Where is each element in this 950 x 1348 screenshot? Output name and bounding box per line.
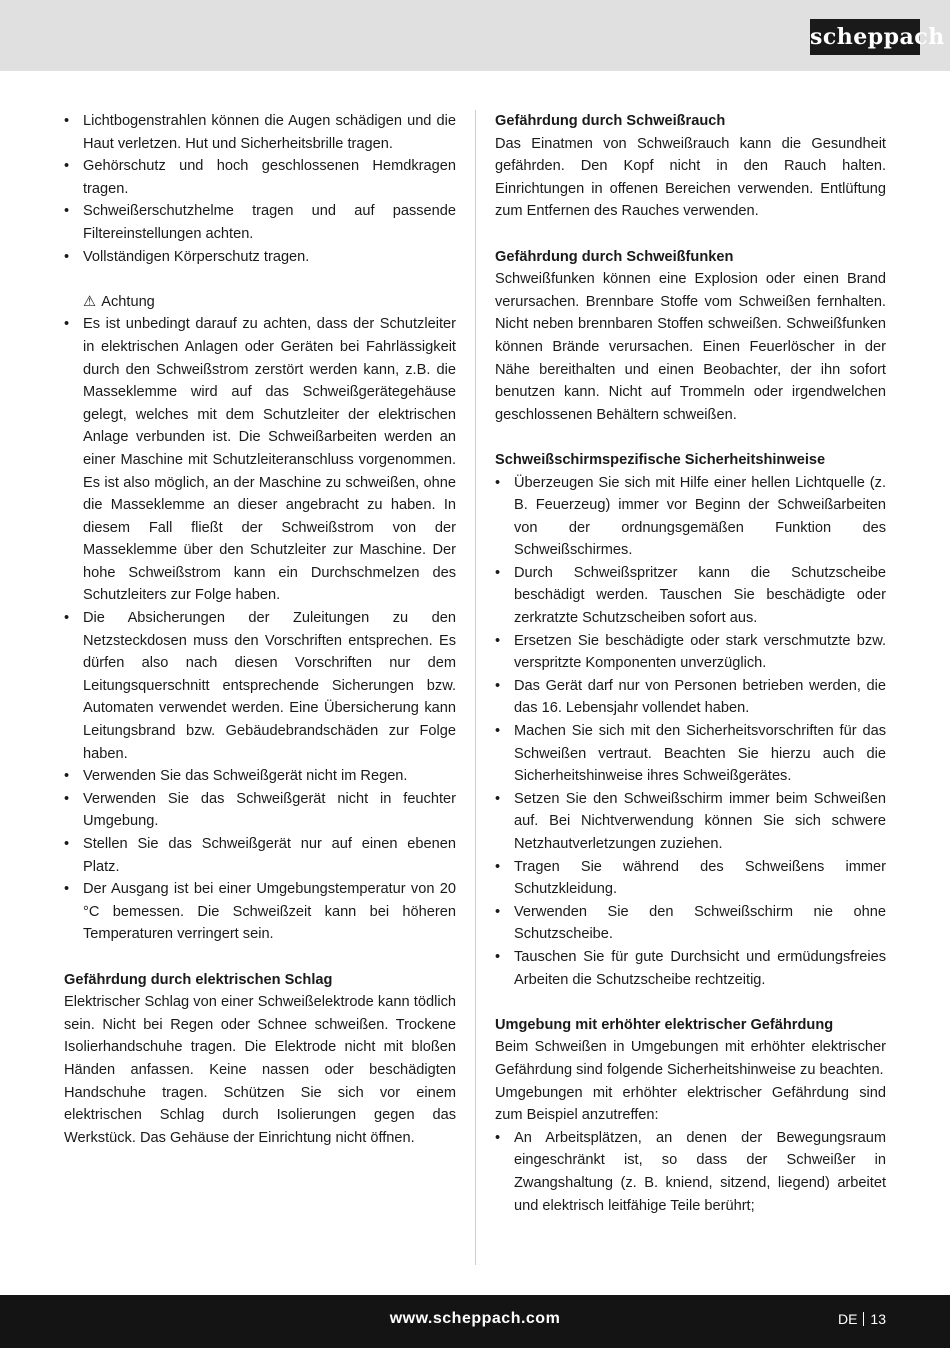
page-header (0, 0, 950, 71)
warning-triangle-icon: ⚠ (83, 293, 97, 310)
bullet-list-protection (64, 110, 456, 268)
paragraph-environment-2: Umgebungen mit erhöhter elektrischer Gefährdung sind zum Beispiel anzutreffen: (495, 1084, 886, 1124)
bullet-list-shield (495, 472, 886, 992)
list-item: • Die Absicherungen der Zuleitungen zu den Netzsteckdosen muss den Vorschriften entsprechen. Es dürfen also nach diesen Vorschriften nur dem Leitungsquerschnitt entsprechende Sicherungen bzw. Automaten verwendet werden. Eine Übersicherung kann Leitungsbrand bzw. Gebäudebrandschäden zur Folge haben. (64, 607, 456, 765)
section-heading-sparks: Gefährdung durch Schweißfunken (495, 248, 734, 265)
list-item: • Stellen Sie das Schweißgerät nur auf einen ebenen Platz. (64, 833, 456, 878)
brand-logo: scheppach (810, 19, 920, 55)
page-number-value: 13 (870, 1311, 886, 1327)
page-footer (0, 1295, 950, 1348)
list-item: • Machen Sie sich mit den Sicherheitsvorschriften für das Schweißen vertraut. Beachten Sie hierzu auch die Sicherheitshinweise ihres Schweißgerätes. (495, 720, 886, 788)
section-heading-electric-shock: Gefährdung durch elektrischen Schlag (64, 971, 333, 988)
paragraph-smoke: Das Einatmen von Schweißrauch kann die Gesundheit gefährden. Den Kopf nicht in den Rauch halten. Einrichtungen in offenen Bereichen verwenden. Entlüftung zum Entfernen des Rauches verwenden. (495, 135, 886, 220)
list-item: • Ersetzen Sie beschädigte oder stark verschmutzte bzw. verspritzte Komponenten unverzüglich. (495, 630, 886, 675)
list-item: • Überzeugen Sie sich mit Hilfe einer hellen Lichtquelle (z. B. Feuerzeug) immer vor Beginn der Schweißarbeiten von der ordnungsgemäßen Funktion des Schweißschirmes. (495, 472, 886, 562)
bullet-list-environment (495, 1127, 886, 1217)
separator (863, 1312, 864, 1326)
right-column (495, 110, 886, 1217)
list-item: • Schweißerschutzhelme tragen und auf passende Filtereinstellungen achten. (64, 200, 456, 245)
list-item: • Gehörschutz und hoch geschlossenen Hemdkragen tragen. (64, 155, 456, 200)
list-item: • Es ist unbedingt darauf zu achten, dass der Schutzleiter in elektrischen Anlagen oder Geräten bei Fahrlässigkeit durch den Schweißstrom zerstört werden kann, z.B. die Masseklemme wird auf das Schweißgerätegehäuse gelegt, welches mit dem Schutzleiter der elektrischen Anlage verbunden ist. Die Schweißarbeiten werden an einer Maschine mit Schutzleiteranschluss vorgenommen. Es ist also möglich, an der Maschine zu schweißen, ohne die Masseklemme an dieser angebracht zu haben. In diesem Fall fließt der Schweißstrom von der Masseklemme über den Schutzleiter zur Maschine. Der hohe Schweißstrom kann ein Durchschmelzen des Schutzleiters zur Folge haben. (64, 313, 456, 607)
list-item: • Verwenden Sie den Schweißschirm nie ohne Schutzscheibe. (495, 901, 886, 946)
list-item: • Lichtbogenstrahlen können die Augen schädigen und die Haut verletzen. Hut und Sicherheitsbrille tragen. (64, 110, 456, 155)
bullet-list-caution (64, 313, 456, 946)
list-item: • Das Gerät darf nur von Personen betrieben werden, die das 16. Lebensjahr vollendet haben. (495, 675, 886, 720)
list-item: • Durch Schweißspritzer kann die Schutzscheibe beschädigt werden. Tauschen Sie beschädigte oder zerkratzte Schutzscheiben sofort aus. (495, 562, 886, 630)
list-item: • Verwenden Sie das Schweißgerät nicht in feuchter Umgebung. (64, 788, 456, 833)
page-number (838, 1311, 886, 1327)
list-item: • Tragen Sie während des Schweißens immer Schutzkleidung. (495, 856, 886, 901)
warning-label: Achtung (101, 293, 155, 310)
list-item: • Vollständigen Körperschutz tragen. (64, 246, 456, 269)
warning-note (64, 291, 456, 314)
left-column (64, 110, 456, 1149)
language-code: DE (837, 1311, 858, 1327)
list-item: • Verwenden Sie das Schweißgerät nicht im Regen. (64, 765, 456, 788)
section-heading-environment: Umgebung mit erhöhter elektrischer Gefährdung (495, 1016, 834, 1033)
paragraph-electric-shock: Elektrischer Schlag von einer Schweißelektrode kann tödlich sein. Nicht bei Regen oder Schnee schweißen. Trockene Isolierhandschuhe tragen. Die Elektrode nicht mit bloßen Händen anfassen. Keine nassen oder beschädigten Handschuhe tragen. Schützen Sie sich vor einem elektrischen Schlag durch Isolierungen gegen das Werkstück. Das Gehäuse der Einrichtung nicht öffnen. (64, 994, 456, 1146)
paragraph-environment-1: Beim Schweißen in Umgebungen mit erhöhter elektrischer Gefährdung sind folgende Sicherheitshinweise zu beachten. (495, 1039, 886, 1078)
column-divider (475, 110, 476, 1265)
list-item: • An Arbeitsplätzen, an denen der Bewegungsraum eingeschränkt ist, so dass der Schweißer in Zwangshaltung (z. B. kniend, sitzend, liegend) arbeitet und elektrisch leitfähige Teile berührt; (495, 1127, 886, 1217)
section-heading-welding-shield: Schweißschirmspezifische Sicherheitshinweise (495, 451, 826, 468)
list-item: • Der Ausgang ist bei einer Umgebungstemperatur von 20 °C bemessen. Die Schweißzeit kann bei höheren Temperaturen verringert sein. (64, 878, 456, 946)
paragraph-sparks: Schweißfunken können eine Explosion oder einen Brand verursachen. Brennbare Stoffe vom Schweißen fernhalten. Nicht neben brennbaren Stoffen schweißen. Schweißfunken können Brände verursachen. Einen Feuerlöscher in der Nähe bereithalten und einen Beobachter, der ihn sofort benutzen kann. Nicht auf Trommeln oder irgendwelchen geschlossenen Behältern schweißen. (495, 271, 886, 423)
website-link[interactable]: www.scheppach.com (389, 1310, 561, 1327)
list-item: • Tauschen Sie für gute Durchsicht und ermüdungsfreies Arbeiten die Schutzscheibe rechtzeitig. (495, 946, 886, 991)
section-heading-smoke: Gefährdung durch Schweißrauch (495, 113, 726, 129)
list-item: • Setzen Sie den Schweißschirm immer beim Schweißen auf. Bei Nichtverwendung können Sie sich schwere Netzhautverletzungen zuziehen. (495, 788, 886, 856)
